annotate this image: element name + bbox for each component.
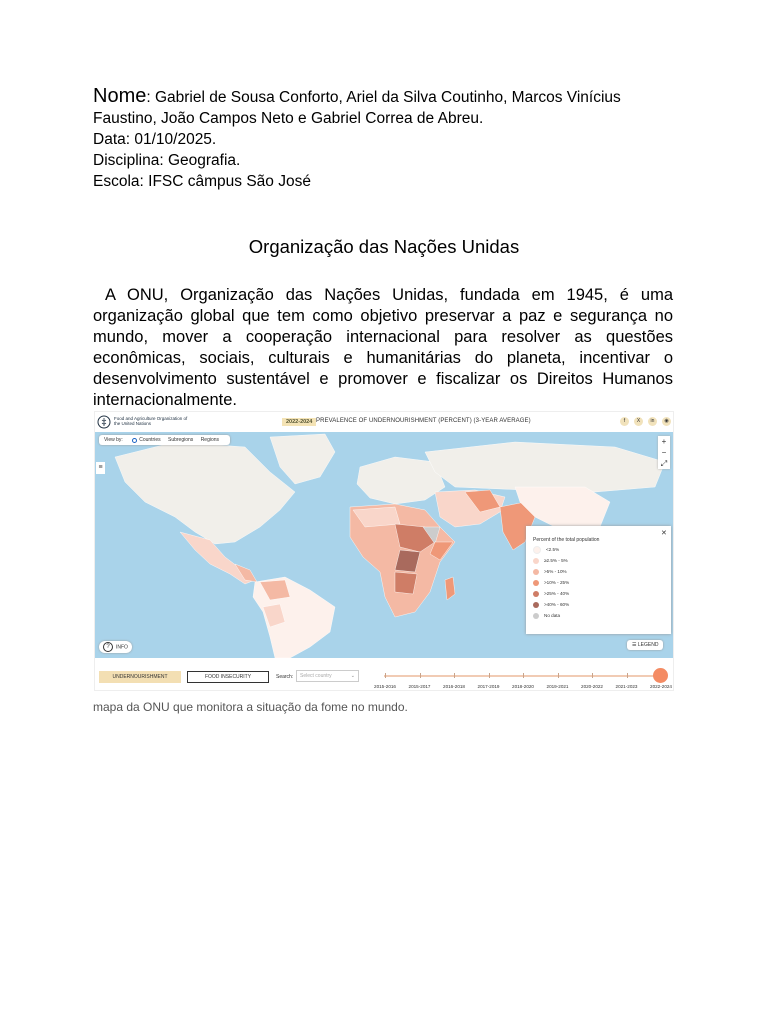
name-label: Nome [93,85,147,107]
x-icon[interactable]: X [634,417,643,426]
weibo-icon[interactable]: ◉ [662,417,671,426]
figure-caption: mapa da ONU que monitora a situação da fome no mundo. [93,700,408,714]
timeline-track[interactable] [384,675,666,677]
fullscreen-icon[interactable]: ⤢ [660,459,668,468]
view-regions[interactable]: Regions [200,437,220,443]
legend-item: No data [533,612,560,620]
undernourishment-button[interactable]: UNDERNOURISHMENT [99,671,181,683]
zoom-out-button[interactable]: − [661,448,667,457]
timeline-label[interactable]: 2018-2020 [512,684,534,689]
name-line [93,86,683,129]
legend-item: >40% - 60% [533,601,569,609]
legend-item: >10% - 25% [533,579,569,587]
view-subregions[interactable]: Subregions [168,437,194,443]
search-placeholder: Select country [300,673,332,679]
timeline-tick[interactable] [385,673,386,678]
years-chip[interactable]: 2022-2024 [282,418,316,426]
timeline-tick[interactable] [489,673,490,678]
legend-button[interactable] [627,640,663,650]
info-button[interactable] [99,641,132,653]
view-by-control [99,435,230,445]
info-label: INFO [116,644,128,651]
close-icon[interactable]: ✕ [661,530,667,537]
zoom-controls [658,436,670,469]
timeline-label[interactable]: 2016-2018 [443,684,465,689]
legend-item: ≥2.5% - 5% [533,557,568,565]
search-label: Search: [276,674,294,680]
menu-icon[interactable]: ≡ [96,462,105,474]
legend-item: >5% - 10% [533,568,567,576]
zoom-in-button[interactable]: + [661,437,667,446]
fao-logo-icon [97,415,111,429]
view-countries[interactable]: Countries [139,437,161,443]
timeline-label[interactable]: 2019-2021 [546,684,569,689]
timeline-handle[interactable] [653,668,668,683]
linkedin-icon[interactable]: in [648,417,657,426]
document-title: Organização das Nações Unidas [248,236,520,257]
map-title: PREVALENCE OF UNDERNOURISHMENT (PERCENT) (3-YEAR AVERAGE) [316,418,531,424]
legend-item: <2.5% [533,546,559,554]
school-line: Escola: IFSC câmpus São José [93,173,311,190]
timeline-label[interactable]: 2020-2022 [581,684,603,689]
map-topbar [95,412,674,432]
map-figure [94,411,674,691]
timeline-label[interactable]: 2017-2019 [477,684,500,689]
timeline-tick[interactable] [627,673,628,678]
facebook-icon[interactable]: f [620,417,629,426]
view-by-label: View by: [104,437,123,443]
list-icon: ☰ [632,642,638,648]
timeline-label[interactable]: 2015-2017 [408,684,431,689]
subject-line: Disciplina: Geografia. [93,152,241,169]
timeline-tick[interactable] [523,673,524,678]
question-icon: ? [103,642,113,652]
name-value: : Gabriel de Sousa Conforto, Ariel da Silva Coutinho, Marcos Vinícius Faustino, João Campos Neto e Gabriel Correa de Abreu. [93,89,621,127]
body-paragraph: A ONU, Organização das Nações Unidas, fundada em 1945, é uma organização global que tem como objetivo preservar a paz e segurança no mundo, mover a cooperação internacional para resolver as questões econômicas, sociais, culturais e humanitárias do planeta, incentivar o desenvolvimento sustentável e promover e fiscalizar os Direitos Humanos internacionalmente. [93,286,673,409]
legend-item: >25% - 40% [533,590,569,598]
country-select[interactable] [296,670,359,682]
food-insecurity-button[interactable]: FOOD INSECURITY [187,671,269,683]
chevron-down-icon: ⌄ [350,673,355,679]
legend-button-label: LEGEND [637,642,659,648]
timeline-tick[interactable] [592,673,593,678]
countries-radio[interactable] [132,438,137,443]
timeline-label[interactable]: 2015-2016 [374,684,396,689]
timeline-label[interactable]: 2021-2023 [615,684,638,689]
timeline-tick[interactable] [558,673,559,678]
timeline-label[interactable]: 2022-2024 [650,684,672,689]
legend-title: Percent of the total population [533,537,600,543]
map-bottombar [95,661,674,691]
fao-name: Food and Agriculture Organization of the United Nations [114,416,188,426]
timeline-tick[interactable] [420,673,421,678]
legend-panel [526,526,671,634]
timeline-tick[interactable] [454,673,455,678]
header-block [93,86,683,192]
date-line: Data: 01/10/2025. [93,131,217,148]
